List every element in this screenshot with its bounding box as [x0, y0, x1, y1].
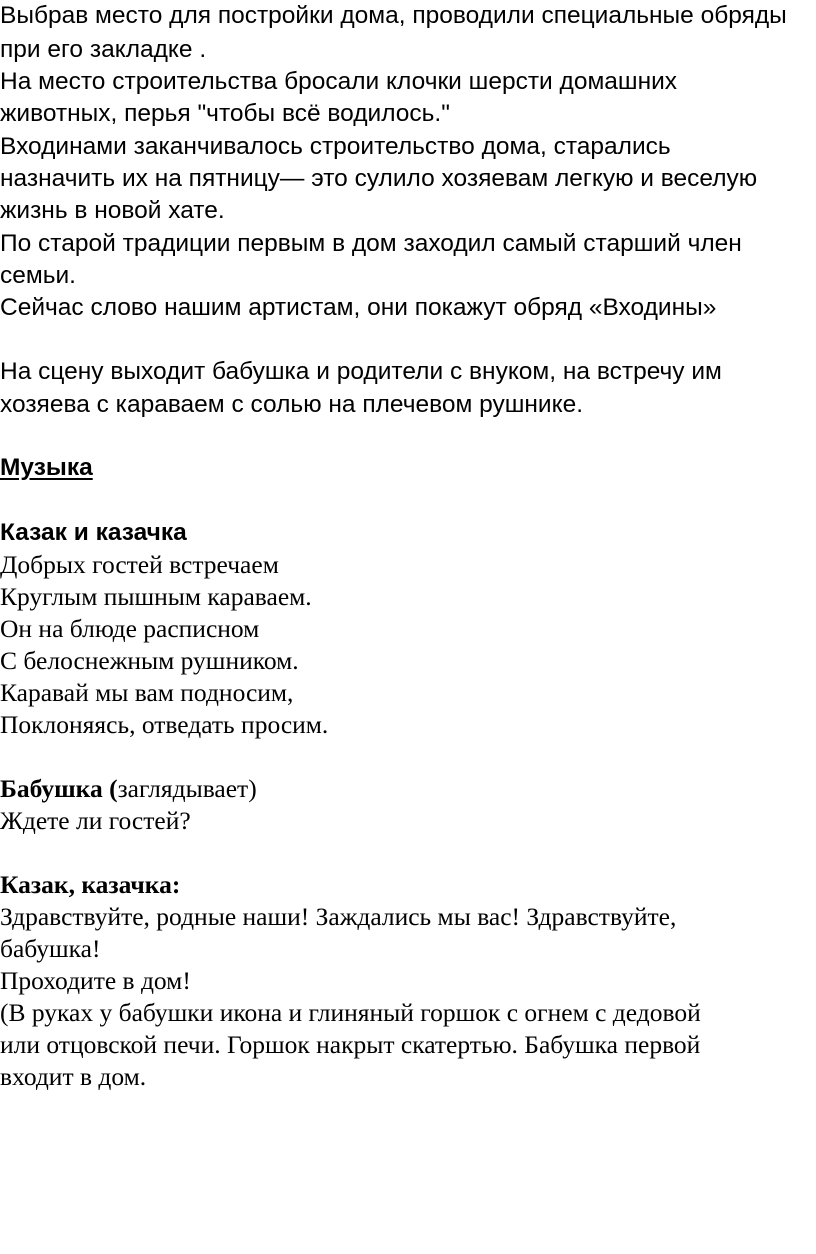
intro-line: назначить их на пятницу— это сулило хозяевам легкую и веселую [0, 165, 758, 192]
poem-line: С белоснежным рушником. [0, 646, 299, 675]
cossack-heading: Казак и казачка [0, 519, 187, 546]
intro-line: Выбрав место для постройки дома, проводили специальные обряды [0, 2, 787, 29]
intro-line: Входинами заканчивалось строительство дома, старались [0, 133, 671, 160]
intro-line: На место строительства бросали клочки шерсти домашних [0, 68, 678, 95]
couple-line: Здравствуйте, родные наши! Заждались мы вас! Здравствуйте, [0, 902, 677, 931]
scene-direction-line: хозяева с караваем с солью на плечевом рушнике. [0, 391, 584, 418]
intro-line: Сейчас слово нашим артистам, они покажут обряд «Входины» [0, 294, 717, 321]
couple-line: или отцовской печи. Горшок накрыт скатертью. Бабушка первой [0, 1030, 701, 1059]
grandma-stage-direction: заглядывает) [117, 774, 257, 803]
music-heading: Музыка [0, 454, 93, 481]
grandma-line: Ждете ли гостей? [0, 806, 191, 835]
poem-line: Круглым пышным караваем. [0, 582, 312, 611]
poem-line: Каравай мы вам подносим, [0, 678, 294, 707]
scene-direction-line: На сцену выходит бабушка и родители с внуком, на встречу им [0, 358, 722, 385]
intro-line: при его закладке . [0, 36, 207, 63]
couple-line: Проходите в дом! [0, 966, 191, 995]
grandma-speaker-line [0, 773, 257, 805]
intro-line: животных, перья "чтобы всё водилось." [0, 100, 450, 127]
intro-line: жизнь в новой хате. [0, 197, 225, 224]
poem-line: Он на блюде расписном [0, 614, 260, 643]
poem-line: Добрых гостей встречаем [0, 550, 279, 579]
intro-line: семьи. [0, 262, 76, 289]
intro-line: По старой традиции первым в дом заходил самый старший член [0, 230, 742, 257]
couple-line: входит в дом. [0, 1062, 147, 1091]
couple-speaker: Казак, казачка: [0, 870, 181, 899]
poem-line: Поклоняясь, отведать просим. [0, 710, 329, 739]
grandma-speaker: Бабушка ( [0, 774, 118, 803]
couple-line: бабушка! [0, 934, 101, 963]
couple-line: (В руках у бабушки икона и глиняный горшок с огнем с дедовой [0, 998, 701, 1027]
